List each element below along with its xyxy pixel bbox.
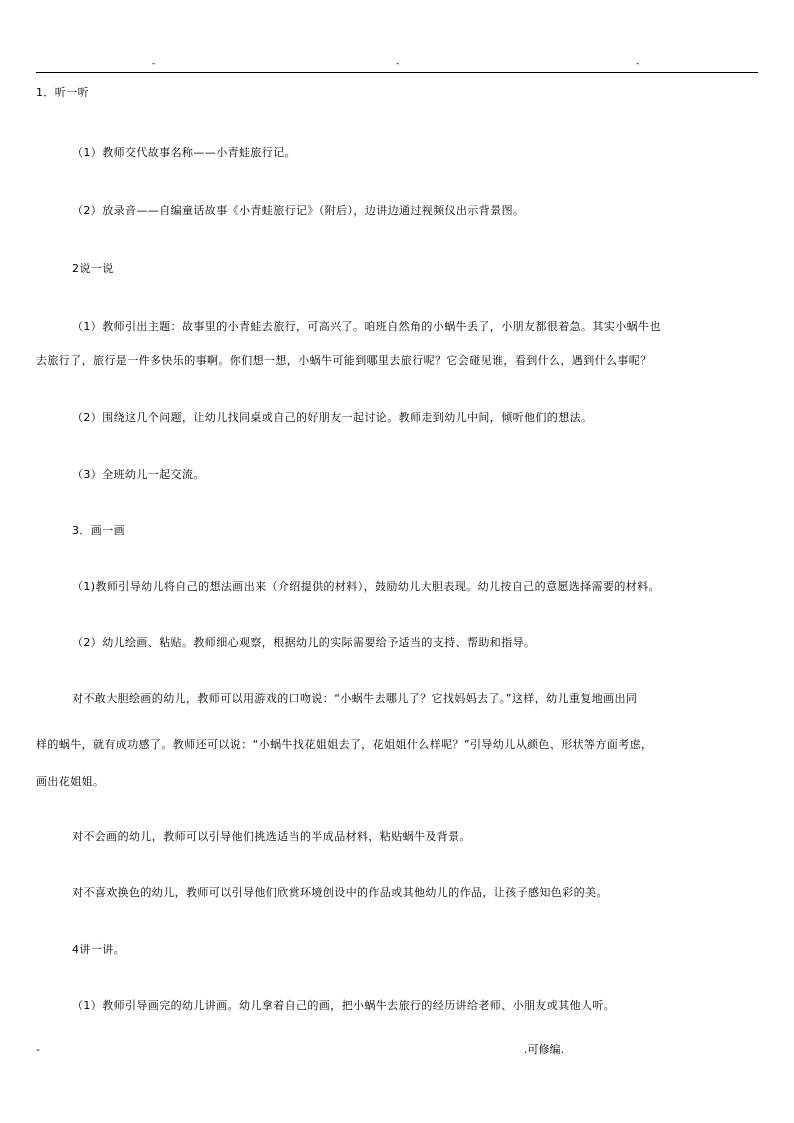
paragraph: （1）教师引导画完的幼儿讲画。幼儿拿着自己的画，把小蜗牛去旅行的经历讲给老师、小朋友或其他人听。 [72,999,616,1012]
section-heading-speak: 2说一说 [72,262,114,275]
paragraph: 对不喜欢换色的幼儿，教师可以引导他们欣赏环境创设中的作品或其他幼儿的作品，让孩子感知色彩的美。 [72,886,608,899]
paragraph-line: 样的蜗牛，就有成功感了。教师还可以说：“小蜗牛找花姐姐去了，花姐姐什么样呢？”引导幼儿从颜色、形状等方面考虑， [36,738,653,751]
section-heading-tell: 4讲一讲。 [72,943,125,956]
footer-mark: - [36,1043,40,1056]
paragraph: （2）幼儿绘画、粘贴。教师细心观察，根据幼儿的实际需要给予适当的支持、帮助和指导。 [72,636,536,649]
paragraph-line: 对不敢大胆绘画的幼儿，教师可以用游戏的口吻说：“小蜗牛去哪儿了？它找妈妈去了。”这样，幼儿重复地画出同 [72,692,638,705]
paragraph-line: （1）教师引出主题：故事里的小青蛙去旅行，可高兴了。咱班自然角的小蜗牛丢了，小朋友都很着急。其实小蜗牛也 [72,320,661,333]
paragraph: （1）教师交代故事名称——小青蛙旅行记。 [72,146,296,159]
page-header [0,58,794,70]
header-rule [36,72,758,73]
section-heading-listen: 1．听一听 [36,86,89,99]
paragraph: （3）全班幼儿一起交流。 [72,468,205,481]
page-footer [0,1043,794,1057]
paragraph-line: 去旅行了，旅行是一件多快乐的事啊。你们想一想，小蜗牛可能到哪里去旅行呢？它会碰见谁，看到什么，遇到什么事呢？ [36,354,652,367]
paragraph: （1)教师引导幼儿将自己的想法画出来（介绍提供的材料），鼓励幼儿大胆表现。幼儿按自己的意愿选择需要的材料。 [72,580,660,593]
paragraph: （2）放录音——自编童话故事《小青蛙旅行记》（附后），边讲边通过视频仪出示背景图。 [72,204,525,217]
section-heading-draw: 3．画一画 [72,524,125,537]
paragraph: （2）围绕这几个问题，让幼儿找同桌或自己的好朋友一起讨论。教师走到幼儿中间，倾听他们的想法。 [72,411,593,424]
header-mark-right: - [636,59,640,69]
header-mark-center: - [396,59,400,69]
header-mark-left: - [152,59,156,69]
footer-editable-note: .可修编. [524,1043,564,1056]
paragraph-line: 画出花姐姐。 [36,775,105,788]
paragraph: 对不会画的幼儿，教师可以引导他们挑选适当的半成品材料，粘贴蜗牛及背景。 [72,830,471,843]
